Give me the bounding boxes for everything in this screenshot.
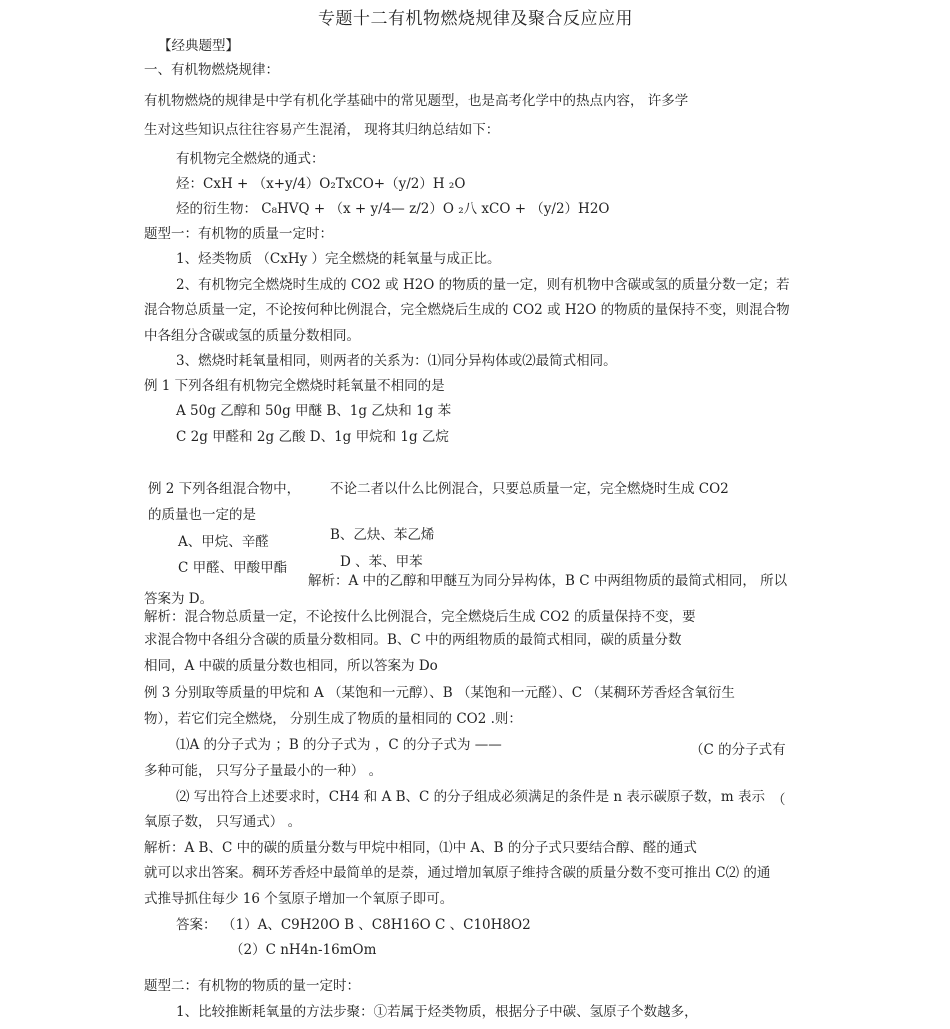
- formula-hydrocarbon: 烃：CxH + （x+y/4）O₂TxCO+（y/2）H ₂O: [176, 176, 466, 192]
- example2-question-part1: 例 2 下列各组混合物中，: [148, 481, 301, 497]
- example3-question-line2: 物），若它们完全燃烧， 分别生成了物质的量相同的 CO2 .则：: [144, 711, 522, 727]
- example1-option-ab: A 50g 乙醇和 50g 甲醚 B、1g 乙炔和 1g 苯: [176, 403, 452, 419]
- example2-option-a: A、甲烷、辛醛: [178, 534, 269, 550]
- example1-question: 例 1 下列各组有机物完全燃烧时耗氧量不相同的是: [144, 378, 445, 394]
- example3-sub1-note: （C 的分子式有: [690, 742, 786, 758]
- example3-sub1-cont: 多种可能， 只写分子量最小的一种） 。: [144, 763, 383, 779]
- example2-analysis-a-line2: 答案为 D。: [144, 591, 214, 607]
- example2-option-c: C 甲醛、甲酸甲酯: [178, 560, 288, 576]
- page-title: 专题十二有机物燃烧规律及聚合反应应用: [318, 9, 633, 29]
- example3-analysis-line1: 解析：A B、C 中的碳的质量分数与甲烷中相同，⑴中 A、B 的分子式只要结合醇、醛的通式: [144, 840, 697, 856]
- example3-sub2: ⑵ 写出符合上述要求时，CH4 和 A B、C 的分子组成必须满足的条件是 n 表示碳原子数，m 表示: [176, 789, 766, 805]
- formula-title: 有机物完全燃烧的通式：: [176, 151, 325, 167]
- example3-answer-1: （1）A、C9H20O B 、C8H16O C 、C10H8O2: [222, 917, 531, 933]
- formula-derivative: 烃的衍生物： C₈HVQ + （x + y/4— z/2）O ₂八 xCO + （y/2）H2O: [176, 201, 610, 217]
- type1-point-2-cont-1: 混合物总质量一定，不论按何种比例混合，完全燃烧后生成的 CO2 或 H2O 的物质的量保持不变，则混合物: [144, 302, 790, 318]
- type1-heading: 题型一：有机物的质量一定时：: [144, 226, 333, 242]
- example2-analysis-b-line2: 求混合物中各组分含碳的质量分数相同。B、C 中的两组物质的最简式相同，碳的质量分数: [144, 632, 682, 648]
- example2-analysis-a-line1: 解析：A 中的乙醇和甲醚互为同分异构体，B C 中两组物质的最简式相同， 所以: [308, 573, 788, 589]
- example3-sub2-cont: 氧原子数， 只写通式） 。: [144, 814, 302, 830]
- section-tag: 【经典题型】: [158, 38, 239, 54]
- type1-point-3: 3、燃烧时耗氧量相同，则两者的关系为：⑴同分异构体或⑵最简式相同。: [176, 353, 617, 369]
- example3-question-line1: 例 3 分别取等质量的甲烷和 A （某饱和一元醇）、B （某饱和一元醛）、C （某稠环芳香烃含氧衍生: [144, 685, 735, 701]
- heading-combustion-rules: 一、有机物燃烧规律：: [144, 62, 279, 78]
- example2-analysis-b-line1: 解析：混合物总质量一定，不论按什么比例混合，完全燃烧后生成 CO2 的质量保持不变，要: [144, 609, 696, 625]
- example3-sub2-paren: （: [772, 792, 786, 808]
- example3-sub1: ⑴A 的分子式为 ；B 的分子式为 ，C 的分子式为 ——: [176, 737, 502, 753]
- type2-point-1: 1、比较推断耗氧量的方法步聚：①若属于烃类物质，根据分子中碳、氢原子个数越多，: [176, 1004, 698, 1020]
- example2-option-d: D 、苯、甲苯: [340, 554, 423, 570]
- example2-question-part3: 的质量也一定的是: [148, 507, 256, 523]
- type1-point-2: 2、有机物完全燃烧时生成的 CO2 或 H2O 的物质的量一定，则有机物中含碳或氢的质量分数一定；若: [176, 277, 790, 293]
- intro-line-2: 生对这些知识点往往容易产生混淆， 现将其归纳总结如下：: [144, 122, 500, 138]
- example3-analysis-line3: 式推导抓住每少 16 个氢原子增加一个氧原子即可。: [144, 891, 454, 907]
- type1-point-2-cont-2: 中各组分含碳或氢的质量分数相同。: [144, 328, 360, 344]
- example3-analysis-line2: 就可以求出答案。稠环芳香烃中最简单的是萘，通过增加氧原子维持含碳的质量分数不变可推出 C⑵ 的通: [144, 865, 771, 881]
- type2-heading: 题型二：有机物的物质的量一定时：: [144, 978, 360, 994]
- intro-line-1: 有机物燃烧的规律是中学有机化学基础中的常见题型，也是高考化学中的热点内容， 许多学: [144, 93, 689, 109]
- example2-analysis-b-line3: 相同，A 中碳的质量分数也相同，所以答案为 Do: [144, 658, 438, 674]
- example3-answer-2: （2）C nH4n-16mOm: [230, 942, 377, 958]
- example2-option-b: B、乙炔、苯乙烯: [330, 527, 435, 543]
- type1-point-1: 1、烃类物质 （CxHy ）完全燃烧的耗氧量与成正比。: [176, 251, 501, 267]
- example2-question-part2: 不论二者以什么比例混合，只要总质量一定，完全燃烧时生成 CO2: [330, 481, 729, 497]
- example3-answer-label: 答案：: [176, 917, 217, 933]
- example1-option-cd: C 2g 甲醛和 2g 乙酸 D、1g 甲烷和 1g 乙烷: [176, 429, 449, 445]
